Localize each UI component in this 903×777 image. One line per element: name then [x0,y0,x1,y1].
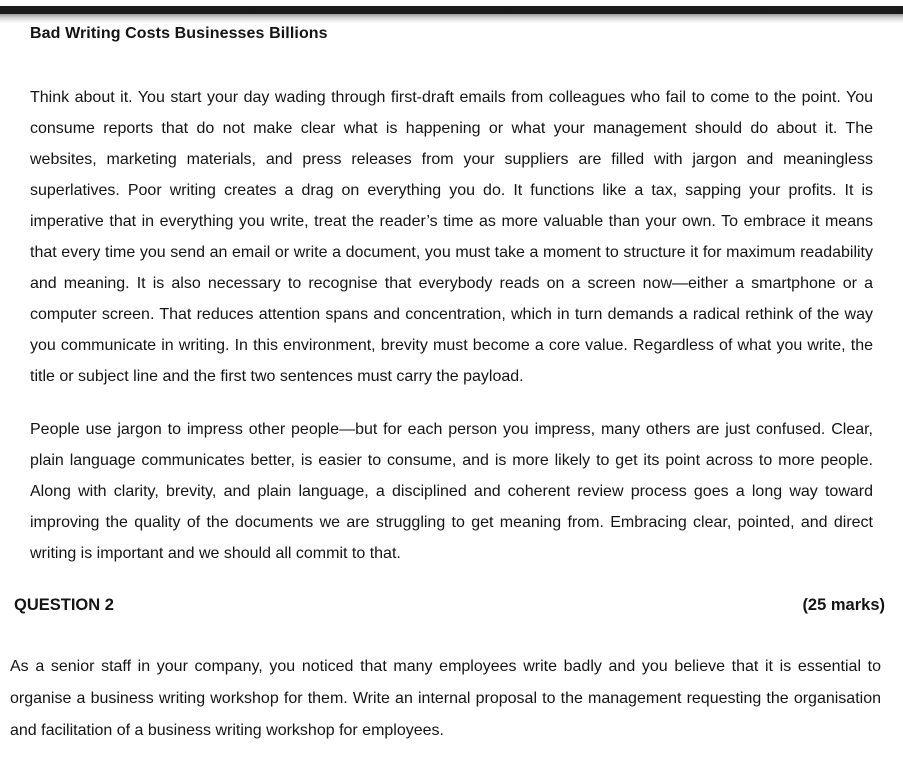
page-edge-bar [0,6,903,14]
question-header [0,596,903,615]
passage-paragraph-1: Think about it. You start your day wading through first-draft emails from colleagues who fail to come to the point. You consume reports that do not make clear what is happening or what your management should do about it. The websites, marketing materials, and press releases from your suppliers are filled with jargon and meaningless superlatives. Poor writing creates a drag on everything you do. It functions like a tax, sapping your profits. It is imperative that in everything you write, treat the reader’s time as more valuable than your own. To embrace it means that every time you send an email or write a document, you must take a moment to structure it for maximum readability and meaning. It is also necessary to recognise that everybody reads on a screen now—either a smartphone or a computer screen. That reduces attention spans and concentration, which in turn demands a radical rethink of the way you communicate in writing. In this environment, brevity must become a core value. Regardless of what you write, the title or subject line and the first two sentences must carry the payload. [30,89,873,385]
question-marks: (25 marks) [802,596,885,614]
passage-paragraph-2: People use jargon to impress other people—but for each person you impress, many others are just confused. Clear, plain language communicates better, is easier to consume, and is more likely to get its point across to more people. Along with clarity, brevity, and plain language, a disciplined and coherent review process goes a long way toward improving the quality of the documents we are struggling to get meaning from. Embracing clear, pointed, and direct writing is important and we should all commit to that. [30,421,873,562]
question-task: As a senior staff in your company, you noticed that many employees write badly and you believe that it is essential to organise a business writing workshop for them. Write an internal proposal to the management requesting the organisation and facilitation of a business writing workshop for employees. [10,658,881,739]
passage-title: Bad Writing Costs Businesses Billions [30,25,328,42]
question-label: QUESTION 2 [14,596,114,614]
page-edge-shadow [0,14,903,23]
passage-section [0,25,903,569]
